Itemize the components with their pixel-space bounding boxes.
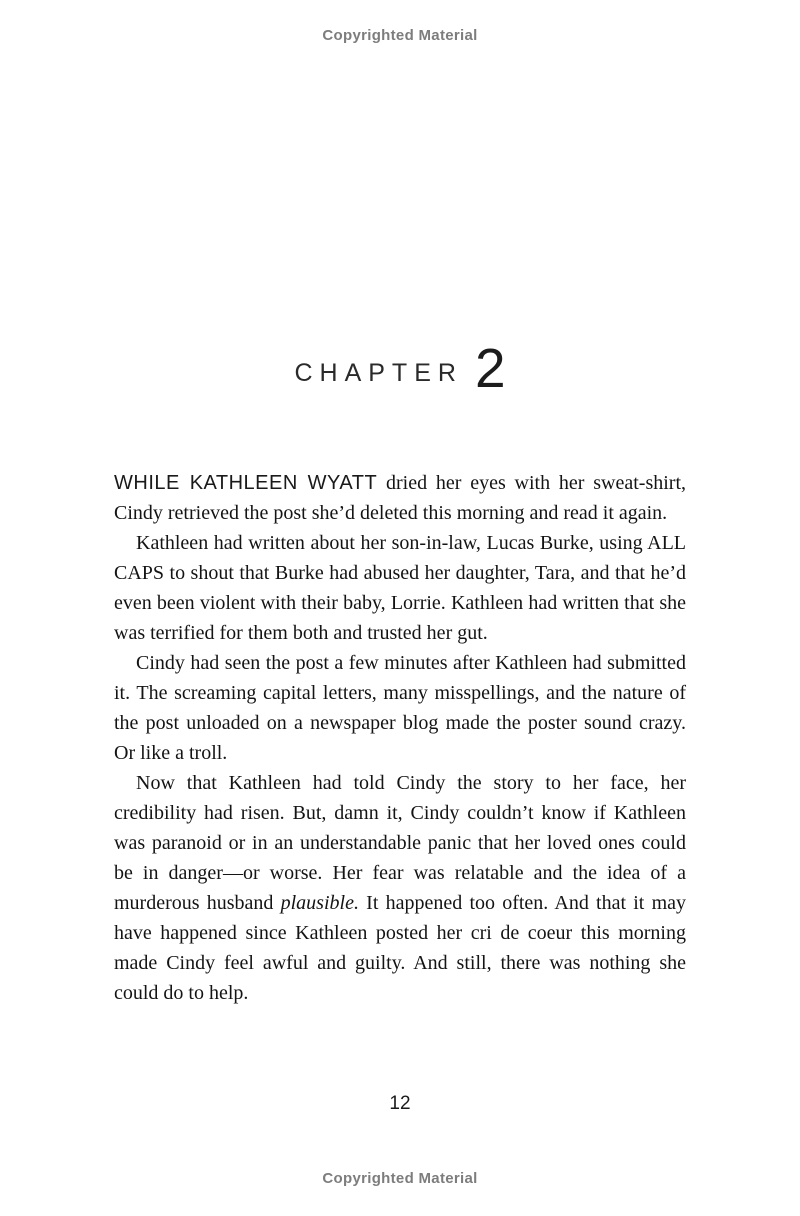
body-text bbox=[114, 468, 686, 1008]
paragraph bbox=[114, 468, 686, 528]
chapter-label: CHAPTER bbox=[294, 359, 463, 387]
paragraph-text: It happened too often. And that it may have happened since Kathleen posted her cri de coeur this morning made Cindy feel awful and guilty. And still, there was nothing she could do to help. bbox=[114, 892, 687, 1004]
chapter-heading bbox=[0, 336, 800, 400]
page-number: 12 bbox=[389, 1093, 411, 1114]
copyright-notice-top: Copyrighted Material bbox=[322, 27, 478, 44]
paragraph: Cindy had seen the post a few minutes after Kathleen had submitted it. The screaming capital letters, many misspellings, and the nature of the post unloaded on a newspaper blog made the poster sound crazy. Or like a troll. bbox=[114, 652, 686, 764]
paragraph: Kathleen had written about her son-in-law, Lucas Burke, using ALL CAPS to shout that Burke had abused her daughter, Tara, and that he’d even been violent with their baby, Lorrie. Kathleen had written that she was terrified for them both and trusted her gut. bbox=[114, 532, 686, 644]
paragraph-text: Now that Kathleen had told Cindy the story to her face, her credibility had risen. But, damn it, Cindy couldn’t know if Kathleen was paranoid or in an understandable panic that her loved ones could be in danger—or worse. Her fear was relatable and the idea of a murderous husband bbox=[114, 772, 686, 914]
paragraph-lead-in: WHILE KATHLEEN WYATT bbox=[114, 472, 378, 494]
paragraph-text: dried her eyes with her sweat-shirt, Cindy retrieved the post she’d deleted this morning and read it again. bbox=[114, 472, 687, 524]
chapter-number: 2 bbox=[474, 337, 506, 399]
paragraph bbox=[114, 768, 686, 1008]
paragraph-italic-text: plausible. bbox=[280, 892, 359, 914]
copyright-notice-bottom: Copyrighted Material bbox=[322, 1170, 478, 1187]
